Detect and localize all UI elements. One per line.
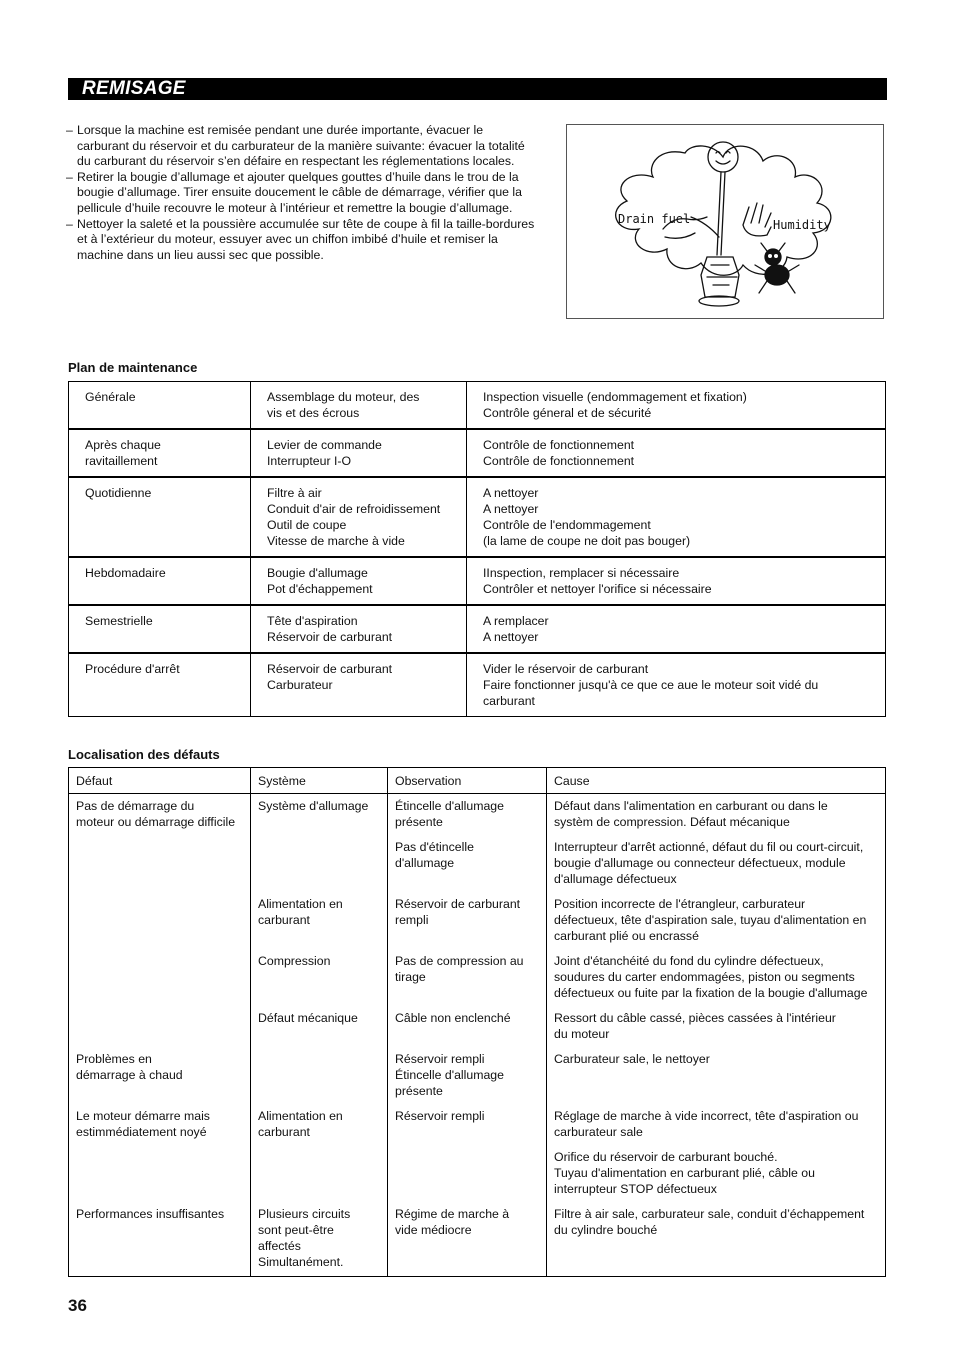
storage-drawing [567, 125, 883, 318]
maintenance-row [69, 605, 886, 653]
defects-cell: Réservoir rempli [388, 1103, 547, 1144]
defects-cell: Le moteur démarre mais estimmédiatement noyé [69, 1103, 251, 1144]
defects-header-cell: Défaut [69, 768, 251, 794]
instruction-item: – Lorsque la machine est remisée pendant une durée importante, évacuer le carburant du réservoir et du carburateur de la manière suivante: évacuer la totalité du carburant du réservoir s’en défaire en respectant les réglementations locales. [66, 123, 536, 170]
maintenance-row [69, 557, 886, 605]
maintenance-table [68, 381, 886, 717]
maintenance-component: Assemblage du moteur, des vis et des écrous [251, 382, 467, 430]
maintenance-action: Contrôle de fonctionnement Contrôle de fonctionnement [467, 429, 886, 477]
defects-cell [388, 1144, 547, 1201]
maintenance-component: Filtre à air Conduit d'air de refroidissement Outil de coupe Vitesse de marche à vide [251, 477, 467, 557]
defects-row [69, 1144, 886, 1201]
maintenance-action: Inspection visuelle (endommagement et fixation) Contrôle géneral et de sécurité [467, 382, 886, 430]
maintenance-component: Tête d'aspiration Réservoir de carburant [251, 605, 467, 653]
defects-cell: Interrupteur d'arrêt actionné, défaut du fil ou court-circuit, bougie d'allumage ou connecteur défectueux, module d'allumage défectueux [547, 834, 886, 891]
defects-row [69, 1103, 886, 1144]
defects-row [69, 948, 886, 1005]
humidity-label: Humidity [773, 218, 831, 232]
defects-cell: Pas de compression au tirage [388, 948, 547, 1005]
defects-cell: Câble non enclenché [388, 1005, 547, 1046]
maintenance-action: A nettoyer A nettoyer Contrôle de l'endommagement (la lame de coupe ne doit pas bouger) [467, 477, 886, 557]
defects-cell: Défaut dans l'alimentation en carburant ou dans le systèm de compression. Défaut mécanique [547, 794, 886, 835]
maintenance-period: Générale [69, 382, 251, 430]
defects-cell: Plusieurs circuits sont peut-être affectés Simultanément. [251, 1201, 388, 1277]
maintenance-action: IInspection, remplacer si nécessaire Contrôler et nettoyer l'orifice si nécessaire [467, 557, 886, 605]
defects-cell: Position incorrecte de l'étrangleur, carburateur défectueux, tête d'aspiration sale, tuyau d'alimentation en carburant plié ou encrassé [547, 891, 886, 948]
defects-cell [69, 1005, 251, 1046]
defects-row [69, 891, 886, 948]
maintenance-title: Plan de maintenance [68, 360, 198, 375]
defects-cell: Filtre à air sale, carburateur sale, conduit d’échappement du cylindre bouché [547, 1201, 886, 1277]
storage-instructions [66, 123, 536, 263]
defects-cell: Réservoir rempli Étincelle d'allumage présente [388, 1046, 547, 1103]
defects-cell [251, 834, 388, 891]
storage-illustration [566, 124, 884, 319]
defects-cell: Orifice du réservoir de carburant bouché. Tuyau d'alimentation en carburant plié, câble ou interrupteur STOP défectueux [547, 1144, 886, 1201]
defects-cell: Performances insuffisantes [69, 1201, 251, 1277]
maintenance-period: Après chaque ravitaillement [69, 429, 251, 477]
defects-cell: Défaut mécanique [251, 1005, 388, 1046]
maintenance-row [69, 477, 886, 557]
drain-fuel-label: Drain fuel [618, 212, 691, 226]
defects-row [69, 794, 886, 835]
defects-cell: Ressort du câble cassé, pièces cassées à l'intérieur du moteur [547, 1005, 886, 1046]
maintenance-period: Quotidienne [69, 477, 251, 557]
maintenance-component: Bougie d'allumage Pot d'échappement [251, 557, 467, 605]
maintenance-period: Semestrielle [69, 605, 251, 653]
defects-cell: Carburateur sale, le nettoyer [547, 1046, 886, 1103]
maintenance-row [69, 382, 886, 430]
defects-cell: Réservoir de carburant rempli [388, 891, 547, 948]
maintenance-period: Procédure d'arrêt [69, 653, 251, 717]
maintenance-row [69, 429, 886, 477]
maintenance-action: A remplacer A nettoyer [467, 605, 886, 653]
defects-header-cell: Observation [388, 768, 547, 794]
defects-cell [69, 1144, 251, 1201]
defects-row [69, 1046, 886, 1103]
defects-cell [69, 834, 251, 891]
defects-table [68, 767, 886, 1277]
defects-cell: Compression [251, 948, 388, 1005]
defects-cell [251, 1046, 388, 1103]
defects-cell [69, 948, 251, 1005]
defects-cell [251, 1144, 388, 1201]
defects-header-cell: Cause [547, 768, 886, 794]
maintenance-component: Réservoir de carburant Carburateur [251, 653, 467, 717]
page-number: 36 [68, 1296, 87, 1315]
defects-cell: Réglage de marche à vide incorrect, tête d'aspiration ou carburateur sale [547, 1103, 886, 1144]
defects-cell: Pas d'étincelle d'allumage [388, 834, 547, 891]
defects-row [69, 1201, 886, 1277]
defects-cell [69, 891, 251, 948]
defects-cell: Alimentation en carburant [251, 1103, 388, 1144]
instruction-item: – Nettoyer la saleté et la poussière accumulée sur tête de coupe à fil la taille-bordures et à l’extérieur du moteur, essuyer avec un chiffon imbibé d’huile et remiser la machine dans un lieu aussi sec que possible. [66, 217, 536, 264]
instruction-item: – Retirer la bougie d’allumage et ajouter quelques gouttes d’huile dans le trou de la bougie d’allumage. Tirer ensuite doucement le câble de démarrage, vérifier que la pellicule d’huile recouvre le moteur à l’intérieur et remettre la bougie d’allumage. [66, 170, 536, 217]
defects-cell: Joint d'étanchéité du fond du cylindre défectueux, soudures du carter endommagées, piston ou segments défectueux ou fuite par la fixation de la bougie d'allumage [547, 948, 886, 1005]
defects-cell: Étincelle d'allumage présente [388, 794, 547, 835]
defects-cell: Système d'allumage [251, 794, 388, 835]
defects-row [69, 1005, 886, 1046]
maintenance-period: Hebdomadaire [69, 557, 251, 605]
defects-title: Localisation des défauts [68, 747, 220, 762]
defects-row [69, 834, 886, 891]
defects-header-cell: Système [251, 768, 388, 794]
defects-header-row [69, 768, 886, 794]
defects-cell: Problèmes en démarrage à chaud [69, 1046, 251, 1103]
maintenance-action: Vider le réservoir de carburant Faire fonctionner jusqu'à ce que ce aue le moteur soit vidé du carburant [467, 653, 886, 717]
maintenance-row [69, 653, 886, 717]
defects-cell: Pas de démarrage du moteur ou démarrage difficile [69, 794, 251, 835]
section-title: REMISAGE [82, 78, 186, 99]
maintenance-component: Levier de commande Interrupteur I-O [251, 429, 467, 477]
section-banner [68, 78, 887, 100]
defects-cell: Alimentation en carburant [251, 891, 388, 948]
defects-cell: Régime de marche à vide médiocre [388, 1201, 547, 1277]
